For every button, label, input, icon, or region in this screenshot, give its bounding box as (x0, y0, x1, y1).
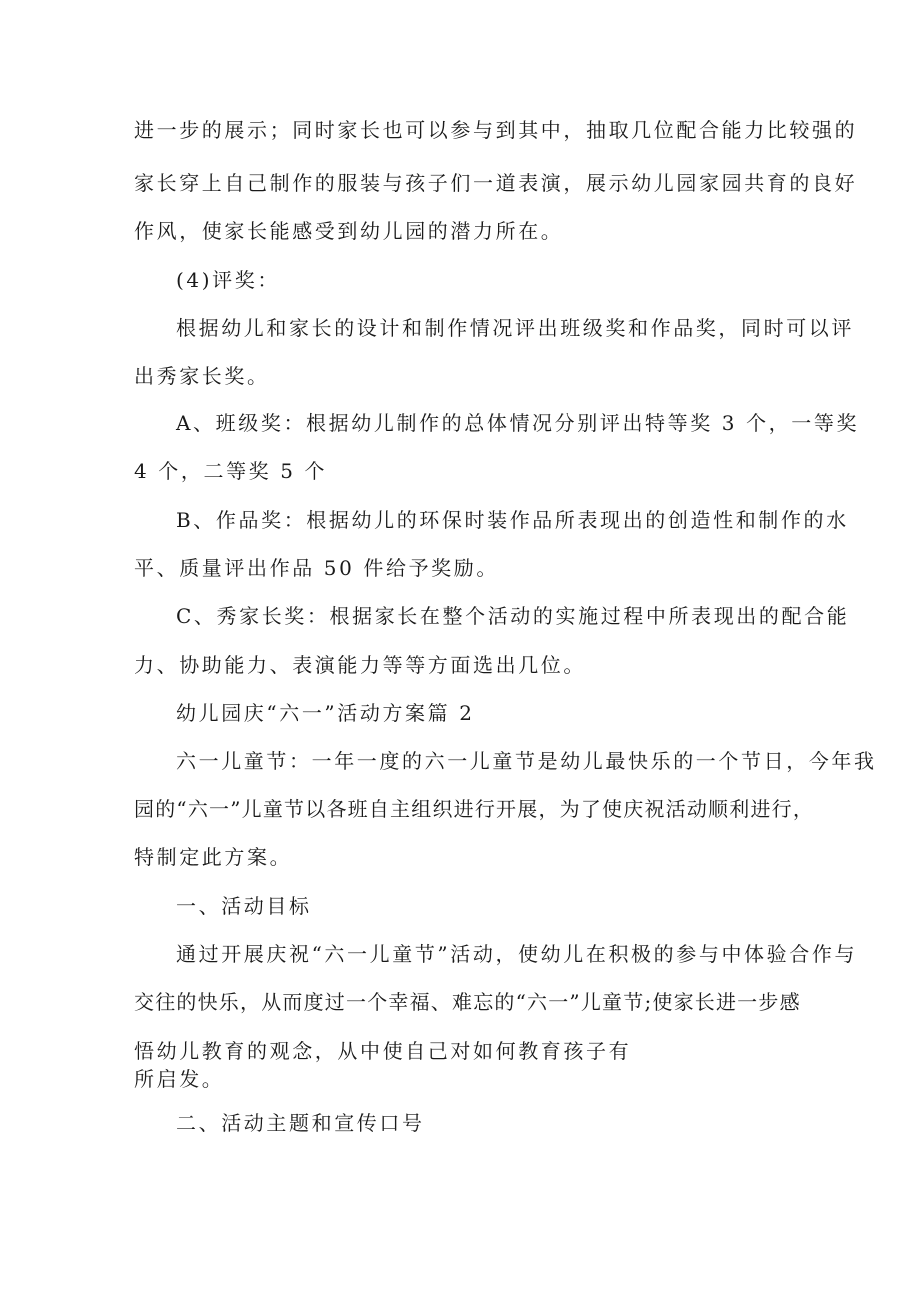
section-heading: 幼儿园庆“六一”活动方案篇 2 (176, 701, 475, 725)
text-line: 作风，使家长能感受到幼儿园的潜力所在。 (134, 219, 564, 243)
text-line: 悟幼儿教育的观念，从中使自己对如何教育孩子有 (134, 1039, 632, 1063)
text-line: 进一步的展示；同时家长也可以参与到其中，抽取几位配合能力比较强的 (134, 118, 858, 142)
text-line: 特制定此方案。 (134, 845, 293, 869)
text-line: A、班级奖：根据幼儿制作的总体情况分别评出特等奖 3 个，一等奖 (176, 411, 860, 435)
text-line: 通过开展庆祝“六一儿童节”活动，使幼儿在积极的参与中体验合作与 (176, 942, 858, 966)
text-line: C、秀家长奖：根据家长在整个活动的实施过程中所表现出的配合能 (176, 604, 850, 628)
text-line: B、作品奖：根据幼儿的环保时装作品所表现出的创造性和制作的水 (176, 508, 849, 532)
text-line: 园的“六一”儿童节以各班自主组织进行开展，为了使庆祝活动顺利进行， (134, 797, 815, 821)
text-line: (4)评奖： (176, 268, 280, 292)
text-line: 所启发。 (134, 1067, 225, 1091)
text-line: 4 个，二等奖 5 个 (134, 459, 328, 483)
section-heading: 二、活动主题和宣传口号 (176, 1111, 425, 1135)
text-line: 根据幼儿和家长的设计和制作情况评出班级奖和作品奖，同时可以评 (176, 316, 854, 340)
text-line: 家长穿上自己制作的服装与孩子们一道表演，展示幼儿园家园共育的良好 (134, 171, 858, 195)
text-line: 出秀家长奖。 (134, 364, 270, 388)
section-heading: 一、活动目标 (176, 894, 312, 918)
text-line: 力、协助能力、表演能力等等方面选出几位。 (134, 653, 586, 677)
text-line: 六一儿童节：一年一度的六一儿童节是幼儿最快乐的一个节日，今年我 (176, 749, 877, 773)
text-line: 平、质量评出作品 50 件给予奖励。 (134, 556, 499, 580)
text-line: 交往的快乐，从而度过一个幸福、难忘的“六一”儿童节;使家长进一步感 (134, 990, 801, 1014)
